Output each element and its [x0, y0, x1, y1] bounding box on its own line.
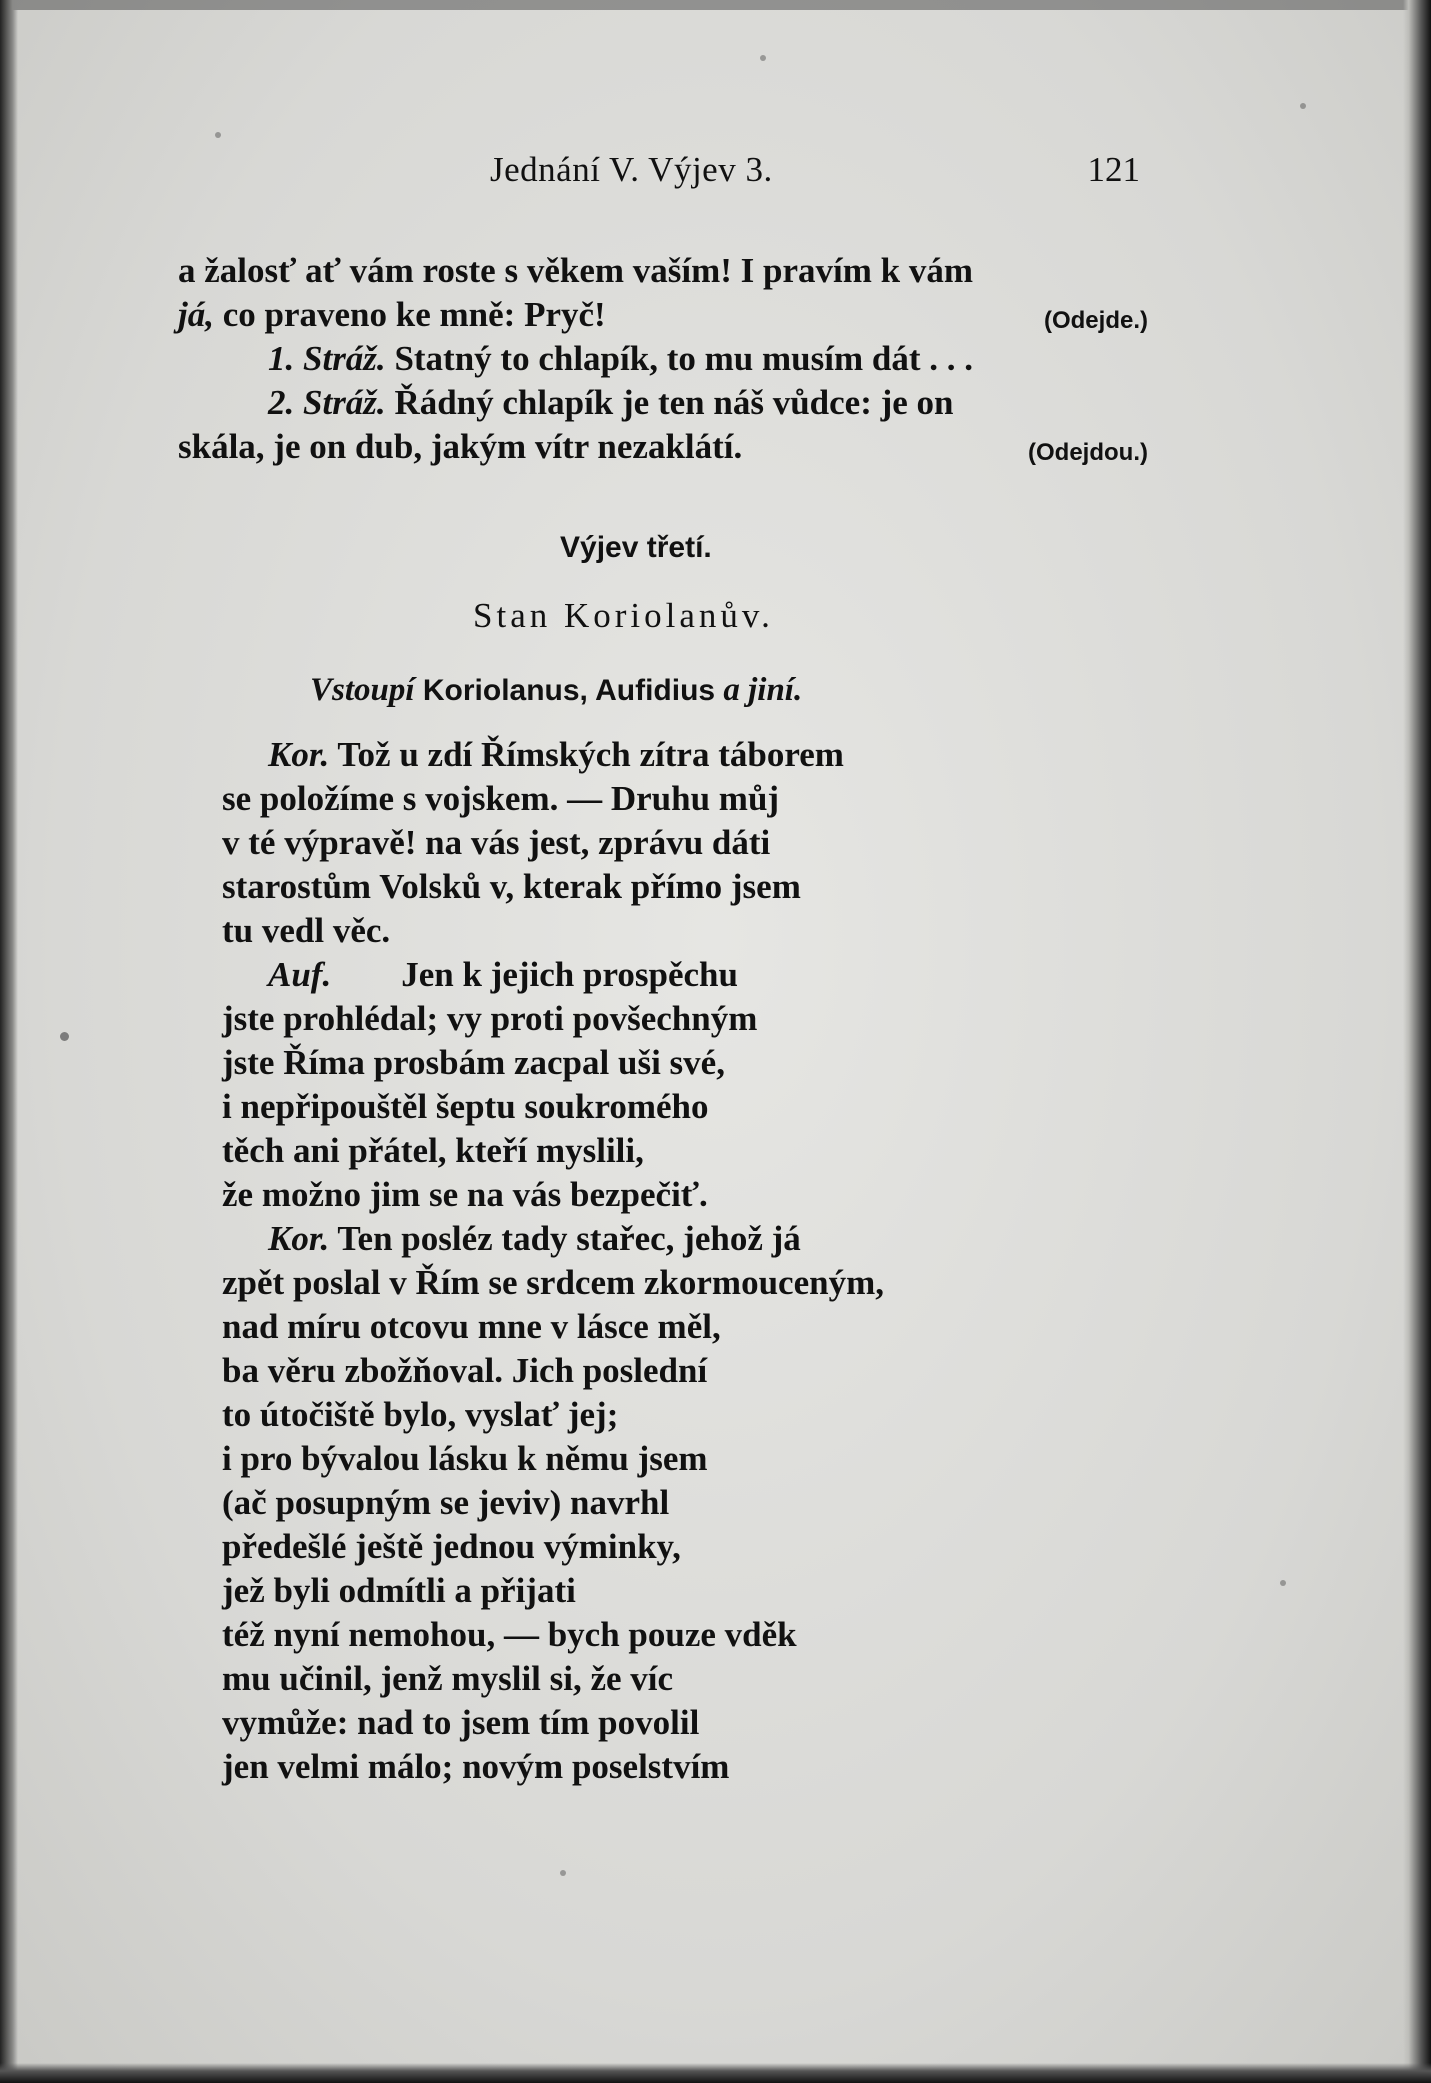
running-header: [490, 150, 1140, 200]
verse-line: Kor. Tož u zdí Římských zítra táborem: [268, 735, 844, 774]
speaker-label: Auf.: [268, 955, 332, 994]
page-number: 121: [1087, 150, 1140, 189]
speaker-label: Kor.: [268, 1219, 330, 1258]
paper-speck: [1300, 103, 1306, 109]
speaker-label: 2. Stráž.: [268, 383, 386, 422]
scene-heading: Výjev třetí.: [560, 531, 712, 564]
verse-line: též nyní nemohou, — bych pouze vděk: [222, 1615, 797, 1654]
verse-line: předešlé ještě jednou výminky,: [222, 1527, 681, 1566]
verse-line: že možno jim se na vás bezpečiť.: [222, 1175, 708, 1214]
text-line: já, co praveno ke mně: Pryč! (Odejde.): [178, 295, 1148, 335]
verse-line: tu vedl věc.: [222, 911, 391, 950]
entrance-direction: Vstoupí Koriolanus, Aufidius a jiní.: [310, 672, 803, 708]
paper-speck: [1280, 1580, 1286, 1586]
text-line: a žalosť ať vám roste s věkem vaším! I pravím k vám: [178, 251, 974, 290]
speaker-label: 1. Stráž.: [268, 339, 386, 378]
scan-edge-left: [0, 0, 18, 2083]
verse-line: (ač posupným se jeviv) navrhl: [222, 1483, 670, 1522]
scan-edge-right: [1403, 0, 1431, 2083]
verse-line: zpět poslal v Řím se srdcem zkormouceným,: [222, 1263, 884, 1302]
verse-line: jen velmi málo; novým poselstvím: [222, 1747, 730, 1786]
verse-line: to útočiště bylo, vyslať jej;: [222, 1395, 619, 1434]
speaker-label: Kor.: [268, 735, 330, 774]
scene-place: Stan Koriolanův.: [473, 596, 774, 635]
text-line: skála, je on dub, jakým vítr nezaklátí. (Odejdou.): [178, 427, 1148, 467]
text-line: 2. Stráž. Řádný chlapík je ten náš vůdce: je on: [268, 383, 954, 422]
verse-line: Kor. Ten posléz tady stařec, jehož já: [268, 1219, 801, 1258]
verse-line: se položíme s vojskem. — Druhu můj: [222, 779, 780, 818]
scan-edge-bottom: [0, 2063, 1431, 2083]
stage-direction: (Odejdou.): [1028, 439, 1148, 466]
paper-speck: [760, 55, 766, 61]
paper-speck: [60, 1032, 69, 1041]
verse-line: starostům Volsků v, kterak přímo jsem: [222, 867, 801, 906]
verse-line: v té výpravě! na vás jest, zprávu dáti: [222, 823, 771, 862]
verse-line: vymůže: nad to jsem tím povolil: [222, 1703, 700, 1742]
verse-line: Auf. Jen k jejich prospěchu: [268, 955, 738, 994]
verse-line: i pro bývalou lásku k němu jsem: [222, 1439, 708, 1478]
verse-line: mu učinil, jenž myslil si, že víc: [222, 1659, 674, 1698]
verse-line: těch ani přátel, kteří myslili,: [222, 1131, 644, 1170]
paper-speck: [215, 132, 221, 138]
running-title: Jednání V. Výjev 3.: [490, 150, 773, 189]
verse-line: jste prohlédal; vy proti povšechným: [222, 999, 758, 1038]
verse-line: nad míru otcovu mne v lásce měl,: [222, 1307, 721, 1346]
verse-line: jež byli odmítli a přijati: [222, 1571, 576, 1610]
verse-line: ba věru zbožňoval. Jich poslední: [222, 1351, 708, 1390]
scan-edge-top: [0, 0, 1431, 10]
text-line: 1. Stráž. Statný to chlapík, to mu musím dát . . .: [268, 339, 973, 378]
paper-speck: [560, 1870, 566, 1876]
verse-line: i nepřipouštěl šeptu soukromého: [222, 1087, 709, 1126]
stage-direction: (Odejde.): [1043, 307, 1148, 334]
verse-line: jste Říma prosbám zacpal uši své,: [222, 1043, 725, 1082]
